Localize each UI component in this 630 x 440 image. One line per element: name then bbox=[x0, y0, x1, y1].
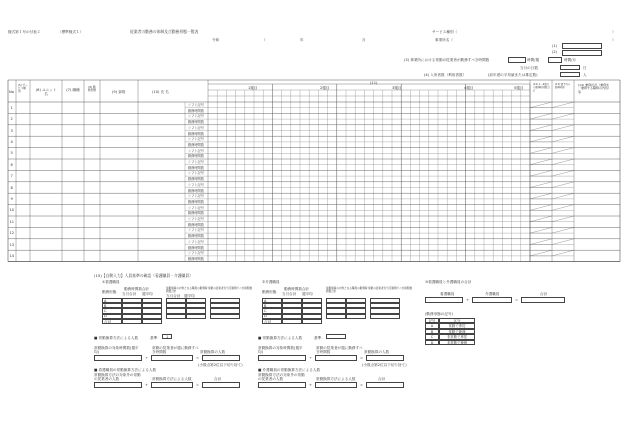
row-strike bbox=[552, 193, 574, 199]
row-number: 2 bbox=[10, 117, 13, 122]
row-number: 4 bbox=[10, 139, 13, 144]
office-name-label: 事業所名（ bbox=[435, 38, 453, 42]
shift-label: シフト記号 bbox=[188, 137, 204, 142]
section15-title: (15)【自動入力】人員基準の確認（看護職員・介護職員） bbox=[94, 273, 193, 278]
care-staff-full: 常勤換算方法の対象外の常勤の従業者の人数 bbox=[258, 373, 305, 381]
nurse-fte-cell[interactable] bbox=[186, 314, 206, 319]
row-strike bbox=[530, 170, 552, 176]
persons-unit: 人 bbox=[583, 73, 587, 77]
combined-equals: = bbox=[515, 298, 519, 302]
week3-header: 3週目 bbox=[392, 86, 402, 90]
row-number: 3 bbox=[10, 128, 13, 133]
col-13: (13) 週平均の勤務時間 bbox=[555, 83, 571, 89]
paren-open-date: （ bbox=[262, 38, 266, 42]
hours-label: 勤務時間数 bbox=[188, 211, 204, 216]
care-row-label: C bbox=[264, 309, 267, 314]
care-total2: 合計 bbox=[378, 377, 386, 381]
care-round-note: (小数点第2位以下切り捨て) bbox=[362, 363, 407, 367]
nurse-row-label: D bbox=[104, 314, 107, 319]
row-strike bbox=[530, 193, 552, 199]
nurse-fte-hours-label: 常勤の従業者が当月勤務すべき時間数 bbox=[208, 287, 253, 290]
row-number: 14 bbox=[9, 253, 15, 258]
form-type: （標準様式１） bbox=[58, 30, 84, 34]
shift-label: シフト記号 bbox=[188, 114, 204, 119]
nurse-eq2: = bbox=[196, 383, 200, 387]
row-strike bbox=[530, 148, 552, 154]
hours-label: 勤務時間数 bbox=[188, 234, 204, 239]
nurse-standard-value: 1 bbox=[166, 335, 169, 339]
care-fte-week-field[interactable] bbox=[315, 355, 357, 361]
legend-label: 常勤で兼務 bbox=[439, 329, 475, 334]
col-service-type: (5) サービス種別 bbox=[18, 84, 28, 93]
hours-label: 勤務時間数 bbox=[188, 222, 204, 227]
nurse-fulltime-hours: 常勤換算の対象となる職員の勤務時間数合計 bbox=[166, 287, 208, 293]
legend-label: 非常勤で専従 bbox=[439, 334, 475, 339]
shift-label: シフト記号 bbox=[188, 171, 204, 176]
legend-header-code: 記号 bbox=[425, 318, 439, 323]
hours-label: 勤務時間数 bbox=[188, 245, 204, 250]
hours-label: 勤務時間数 bbox=[188, 120, 204, 125]
col-11: (11) bbox=[370, 81, 378, 85]
combined-nurse-col: 看護職員 bbox=[440, 292, 455, 296]
hours-label: 勤務時間数 bbox=[188, 177, 204, 182]
hours-label: 勤務時間数 bbox=[188, 131, 204, 136]
row-strike bbox=[530, 239, 552, 245]
row-strike bbox=[552, 102, 574, 108]
shift-label: シフト記号 bbox=[188, 148, 204, 153]
nurse-month-total-2: 当月合計 bbox=[166, 294, 181, 298]
row-strike bbox=[552, 227, 574, 233]
care-eq: = bbox=[360, 356, 364, 360]
nurse-fte-target: 常勤換算の対象時間数(週平均) bbox=[94, 346, 139, 354]
nurse-total2-field[interactable] bbox=[202, 382, 240, 388]
row-strike bbox=[530, 205, 552, 211]
nurse-week-avg: 週平均 bbox=[142, 292, 153, 296]
row-strike bbox=[530, 227, 552, 233]
care-label-cell bbox=[262, 319, 282, 324]
combined-plus: + bbox=[466, 298, 470, 302]
nurse-row-label: C bbox=[104, 309, 107, 314]
week4-header: 4週目 bbox=[464, 86, 474, 90]
item4-note: (前年度の平均値または推定数) bbox=[488, 73, 538, 77]
care-fte-hours-label: 常勤の従業者が当月勤務すべき時間数 bbox=[368, 287, 413, 290]
nurse-row-label: A bbox=[104, 298, 107, 303]
row-strike bbox=[530, 113, 552, 119]
care-fte-people-heading: ■ 介護職員の常勤換算方法による人数 bbox=[258, 368, 321, 372]
hours-month-unit: 時間/月 bbox=[564, 58, 576, 62]
row-number: 6 bbox=[10, 162, 13, 167]
item1-label: (1) bbox=[552, 44, 558, 48]
nurse-fte-people: 常勤換算の人数 bbox=[200, 350, 226, 354]
shift-label: シフト記号 bbox=[188, 205, 204, 210]
service-type-label: サービス種別（ bbox=[432, 30, 458, 34]
col-qualification: (9) 資格 bbox=[112, 90, 126, 94]
care-fte2-field[interactable] bbox=[315, 382, 357, 388]
care-fte-target-field[interactable] bbox=[258, 355, 306, 361]
row-strike bbox=[552, 170, 574, 176]
nurse-fte-method: ■ 常勤換算方法による人数 bbox=[94, 336, 139, 340]
row-strike bbox=[530, 182, 552, 188]
week5-header: 5週目 bbox=[514, 86, 524, 90]
hours-week-unit: 時間/週 bbox=[527, 58, 539, 62]
nurse-label-cell bbox=[102, 319, 122, 324]
nurse-work-form: 勤務形態 bbox=[102, 290, 117, 294]
care-standard: 基準： bbox=[314, 336, 325, 340]
shift-label: シフト記号 bbox=[188, 160, 204, 164]
nurse-plus2: + bbox=[145, 383, 149, 387]
nurse-fte-target-field[interactable] bbox=[94, 355, 142, 361]
week2-header: 2週目 bbox=[320, 86, 330, 90]
care-plus2: + bbox=[309, 383, 313, 387]
row-number: 7 bbox=[10, 174, 13, 179]
col-unit: (6) ユニット名 bbox=[35, 88, 57, 96]
date-prefix: 令和 bbox=[212, 38, 220, 42]
row-strike bbox=[530, 125, 552, 131]
care-heading: ②介護職員 bbox=[262, 280, 280, 284]
nurse-cell[interactable] bbox=[122, 319, 142, 324]
combined-nurse-field[interactable] bbox=[425, 297, 463, 303]
care-month-total: 当月合計 bbox=[282, 292, 297, 296]
legend-code: A bbox=[425, 323, 439, 328]
shift-label: シフト記号 bbox=[188, 228, 204, 233]
care-standard-box bbox=[326, 334, 346, 339]
nurse-fte-cell[interactable] bbox=[210, 314, 240, 319]
nurse-div: ÷ bbox=[145, 356, 149, 360]
nurse-heading: ①看護職員 bbox=[102, 280, 120, 284]
shift-label: シフト記号 bbox=[188, 251, 204, 256]
nurse-week-avg-2: 週平均 bbox=[184, 294, 195, 298]
hours-label: 勤務時間数 bbox=[188, 199, 204, 204]
row-strike bbox=[552, 205, 574, 211]
row-number: 9 bbox=[10, 196, 13, 201]
legend-code: B bbox=[425, 329, 439, 334]
care-staff-full-field[interactable] bbox=[258, 382, 306, 388]
col-12: (12) 1～4週目の勤務時間数合計 bbox=[533, 83, 550, 92]
row-strike bbox=[530, 102, 552, 108]
care-fulltime-hours: 常勤換算の対象となる職員の勤務時間数合計 bbox=[326, 287, 368, 293]
care-fte-people-field[interactable] bbox=[366, 355, 404, 361]
combined-care-field[interactable] bbox=[472, 297, 512, 303]
shift-label: シフト記号 bbox=[188, 239, 204, 244]
row-number: 13 bbox=[9, 242, 15, 247]
row-strike bbox=[552, 182, 574, 188]
row-number: 1 bbox=[10, 105, 13, 110]
care-row-label: 合計 bbox=[264, 319, 272, 324]
care-row-label: D bbox=[264, 314, 267, 319]
row-strike bbox=[530, 250, 552, 256]
nurse-fte-people2: 常勤換算方法による人数 bbox=[152, 377, 192, 381]
year-label: 年 bbox=[300, 38, 304, 42]
row-strike bbox=[530, 216, 552, 222]
row-number: 8 bbox=[10, 185, 13, 190]
care-fte-method: ■ 常勤換算方法による人数 bbox=[258, 336, 303, 340]
row-strike bbox=[552, 148, 574, 154]
care-row-label: A bbox=[264, 298, 267, 303]
shift-label: シフト記号 bbox=[188, 182, 204, 187]
col-name: (10) 氏 名 bbox=[152, 90, 169, 94]
paren-close-2: ） bbox=[612, 38, 616, 42]
item2-label: (2) bbox=[552, 50, 558, 54]
legend-title: (勤務形態の記号) bbox=[425, 312, 453, 316]
nurse-fte2-field[interactable] bbox=[151, 382, 193, 388]
care-fte-people: 常勤換算の人数 bbox=[364, 350, 390, 354]
nurse-hours-total: 勤務時間数合計 bbox=[124, 287, 150, 291]
care-fte-people2: 常勤換算方法による人数 bbox=[316, 377, 356, 381]
care-cell[interactable] bbox=[282, 319, 302, 324]
item3-label: (3) 事業所における常勤の従業者が勤務すべき時間数 bbox=[404, 58, 490, 62]
row-number: 12 bbox=[9, 231, 15, 236]
combined-care-col: 介護職員 bbox=[485, 292, 500, 296]
hours-label: 勤務時間数 bbox=[188, 142, 204, 147]
combined-total-col: 合計 bbox=[540, 292, 548, 296]
nurse-row-label: B bbox=[104, 304, 107, 308]
shift-label: シフト記号 bbox=[188, 125, 204, 130]
row-number: 10 bbox=[9, 208, 15, 213]
legend-label: 常勤で専従 bbox=[439, 323, 475, 328]
nurse-fte-cell[interactable] bbox=[166, 314, 186, 319]
nurse-cell[interactable] bbox=[142, 319, 162, 324]
row-number: 5 bbox=[10, 151, 13, 156]
days-label: 当月の日数 bbox=[520, 66, 538, 70]
week1-header: 1週目 bbox=[248, 86, 258, 90]
col-work-form: (8) 勤務形態 bbox=[87, 85, 97, 92]
care-fte-cell[interactable] bbox=[346, 314, 366, 319]
hours-label: 勤務時間数 bbox=[188, 165, 204, 170]
row-strike bbox=[530, 159, 552, 165]
row-strike bbox=[552, 125, 574, 131]
row-strike bbox=[552, 239, 574, 245]
row-strike bbox=[552, 113, 574, 119]
care-fte-cell[interactable] bbox=[370, 314, 400, 319]
form-id: 様式第１号の付表２ bbox=[8, 30, 41, 34]
days-unit: 日 bbox=[583, 66, 587, 70]
care-fte-week: 常勤の従業者が週に勤務すべき時間数 bbox=[316, 346, 363, 354]
care-fte-target: 常勤換算の対象時間数(週平均) bbox=[258, 346, 303, 354]
legend-header-type: 区分 bbox=[439, 318, 475, 323]
nurse-round-note: (小数点第2位以下切り捨て) bbox=[198, 363, 243, 367]
col-14: (14) 兼務状況（兼務先／兼務する職務の内容）等 bbox=[578, 83, 612, 94]
shift-label: シフト記号 bbox=[188, 217, 204, 221]
care-total2-field[interactable] bbox=[366, 382, 404, 388]
nurse-fte-week: 常勤の従業者が週に勤務すべき時間数 bbox=[152, 346, 199, 354]
nurse-fte-people-heading: ■ 看護職員の常勤換算方法による人数 bbox=[94, 368, 157, 372]
hours-label: 勤務時間数 bbox=[188, 108, 204, 113]
item4-label: (4) 入所者数（利用者数） bbox=[424, 73, 467, 77]
row-strike bbox=[552, 250, 574, 256]
shift-label: シフト記号 bbox=[188, 103, 204, 107]
nurse-staff-full: 常勤換算方法の対象外の常勤の従業者の人数 bbox=[94, 373, 141, 381]
care-hours-total: 勤務時間数合計 bbox=[284, 287, 310, 291]
care-div: ÷ bbox=[309, 356, 313, 360]
col-job: (7) 職種 bbox=[66, 88, 80, 92]
nurse-fte-people-field[interactable] bbox=[202, 355, 240, 361]
nurse-staff-full-field[interactable] bbox=[94, 382, 142, 388]
care-work-form: 勤務形態 bbox=[262, 290, 277, 294]
combined-total-field[interactable] bbox=[521, 297, 565, 303]
nurse-fte-week-field[interactable] bbox=[151, 355, 193, 361]
hours-label: 勤務時間数 bbox=[188, 188, 204, 193]
nurse-eq: = bbox=[196, 356, 200, 360]
month-label: 月 bbox=[362, 38, 366, 42]
col-no: No bbox=[9, 90, 14, 94]
care-cell[interactable] bbox=[302, 319, 322, 324]
nurse-row-label: 合計 bbox=[104, 319, 112, 324]
nurse-total2: 合計 bbox=[214, 377, 222, 381]
care-eq2: = bbox=[360, 383, 364, 387]
care-week-avg: 週平均 bbox=[302, 292, 313, 296]
row-strike bbox=[552, 159, 574, 165]
nurse-month-total: 当月合計 bbox=[122, 292, 137, 296]
row-strike bbox=[552, 136, 574, 142]
row-strike bbox=[530, 136, 552, 142]
page-title: 従業者の勤務の体制及び勤務形態一覧表 bbox=[130, 29, 199, 34]
row-strike bbox=[552, 216, 574, 222]
combined-heading: ③看護職員と介護職員の合計 bbox=[425, 280, 472, 284]
legend-code: C bbox=[425, 334, 439, 339]
care-fte-cell[interactable] bbox=[326, 314, 346, 319]
care-row-label: B bbox=[264, 304, 267, 308]
nurse-standard: 基準： bbox=[150, 336, 161, 340]
row-number: 11 bbox=[9, 219, 15, 224]
legend-label: 非常勤で兼務 bbox=[439, 340, 475, 345]
legend-code: D bbox=[425, 340, 439, 345]
hours-label: 勤務時間数 bbox=[188, 256, 204, 261]
shift-label: シフト記号 bbox=[188, 194, 204, 199]
hours-label: 勤務時間数 bbox=[188, 154, 204, 159]
paren-close-1: ） bbox=[612, 30, 616, 34]
